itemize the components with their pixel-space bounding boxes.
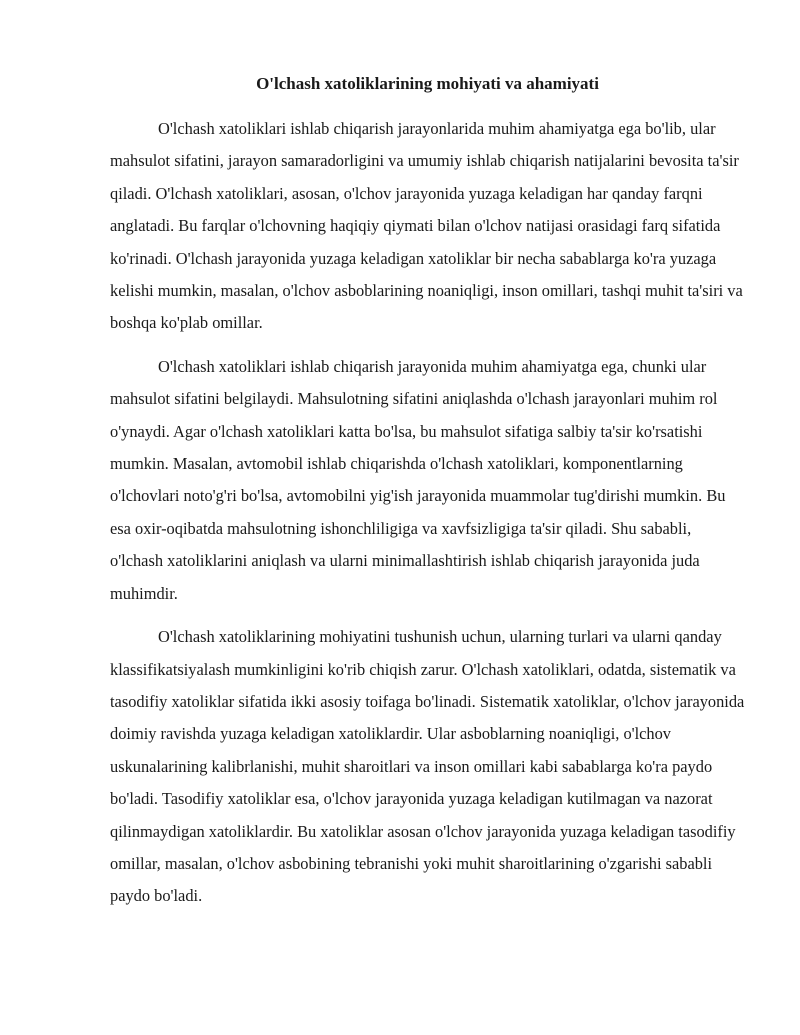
- paragraph-3: O'lchash xatoliklarining mohiyatini tushunish uchun, ularning turlari va ularni qanday klassifikatsiyalash mumkinligini ko'rib chiqish zarur. O'lchash xatoliklari, odatda, sistematik va tasodifiy xatoliklar sifatida ikki asosiy toifaga bo'linadi. Sistematik xatoliklar, o'lchov jarayonida doimiy ravishda yuzaga keladigan xatoliklardir. Ular asboblarning noaniqligi, o'lchov uskunalarining kalibrlanishi, muhit sharoitlari va inson omillari kabi sabablarga ko'ra paydo bo'ladi. Tasodifiy xatoliklar esa, o'lchov jarayonida yuzaga keladigan kutilmagan va nazorat qilinmaydigan xatoliklardir. Bu xatoliklar asosan o'lchov jarayonida yuzaga keladigan tasodifiy omillar, masalan, o'lchov asbobining tebranishi yoki muhit sharoitlarining o'zgarishi sababli paydo bo'ladi.: [110, 627, 745, 906]
- document-title: O'lchash xatoliklarining mohiyati va ahamiyati: [256, 74, 599, 93]
- paragraph-2: O'lchash xatoliklari ishlab chiqarish jarayonida muhim ahamiyatga ega, chunki ular mahsulot sifatini belgilaydi. Mahsulotning sifatini aniqlashda o'lchash jarayonlari muhim rol o'ynaydi. Agar o'lchash xatoliklari katta bo'lsa, bu mahsulot sifatiga salbiy ta'sir ko'rsatishi mumkin. Masalan, avtomobil ishlab chiqarishda o'lchash xatoliklari, komponentlarning o'lchovlari noto'g'ri bo'lsa, avtomobilni yig'ish jarayonida muammolar tug'dirishi mumkin. Bu esa oxir-oqibatda mahsulotning ishonchliligiga va xavfsizligiga ta'sir qiladi. Shu sababli, o'lchash xatoliklarini aniqlash va ularni minimallashtirish ishlab chiqarish jarayonida juda muhimdir.: [110, 356, 726, 603]
- paragraph-1: O'lchash xatoliklari ishlab chiqarish jarayonlarida muhim ahamiyatga ega bo'lib, ular mahsulot sifatini, jarayon samaradorligini va umumiy ishlab chiqarish natijalarini bevosita ta'sir qiladi. O'lchash xatoliklari, asosan, o'lchov jarayonida yuzaga keladigan har qanday farqni anglatadi. Bu farqlar o'lchovning haqiqiy qiymati bilan o'lchov natijasi orasidagi farq sifatida ko'rinadi. O'lchash jarayonida yuzaga keladigan xatoliklar bir necha sabablarga ko'ra yuzaga kelishi mumkin, masalan, o'lchov asboblarining noaniqligi, inson omillari, tashqi muhit ta'siri va boshqa ko'plab omillar.: [110, 119, 743, 333]
- document-page: [110, 72, 745, 924]
